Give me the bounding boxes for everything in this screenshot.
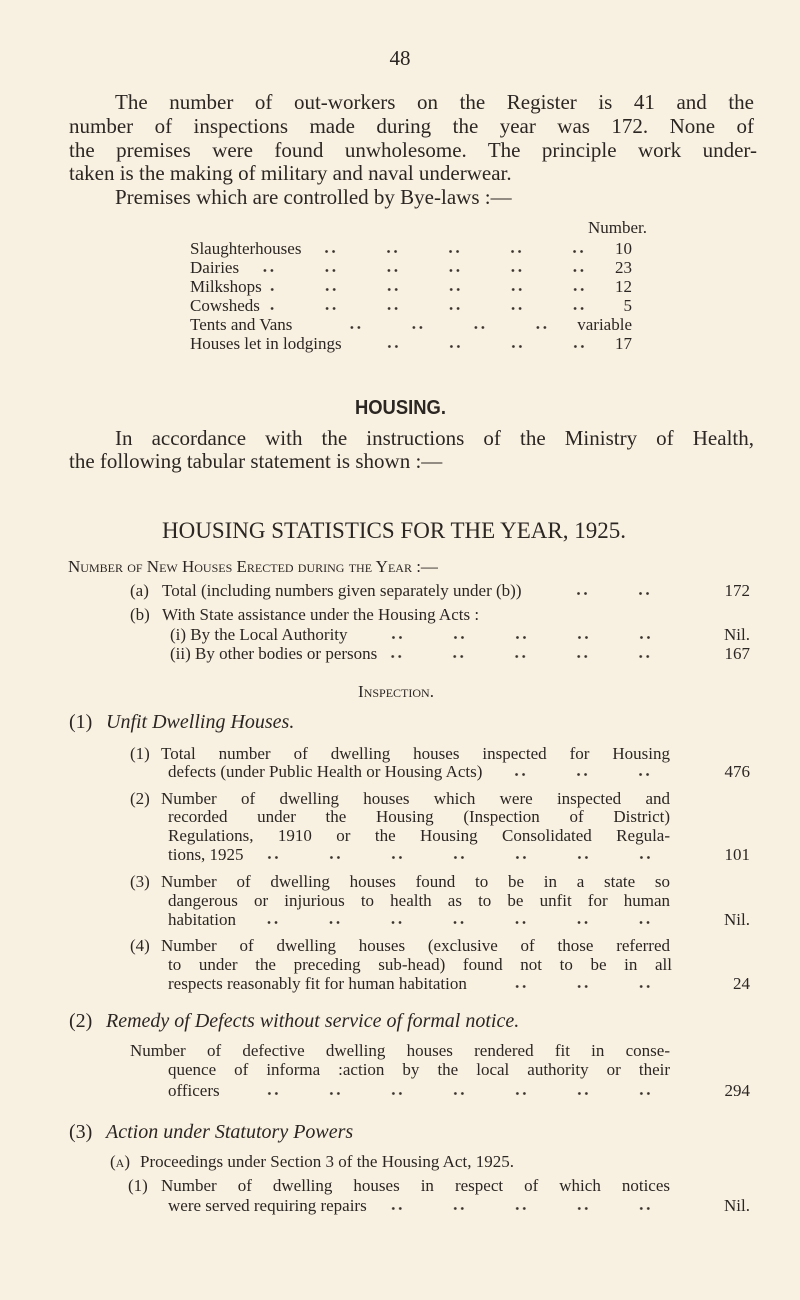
dot-leader [300, 325, 547, 330]
item-line: Regulations, 1910 or the Housing Consolidated Regula- [168, 827, 670, 845]
dot-leader [356, 635, 650, 640]
table-row [190, 335, 632, 352]
section-marker: (2) [69, 1010, 93, 1032]
table-row [190, 278, 632, 295]
row-value: variable [577, 315, 632, 334]
row-value: 5 [623, 296, 632, 315]
intro-line: The number of out-workers on the Register is 41 and the [115, 92, 754, 114]
intro-line: taken is the making of military and naval underwear. [69, 161, 512, 185]
item-text: With State assistance under the Housing Acts : [162, 605, 480, 624]
item-text: habitation [168, 910, 236, 929]
item-text: respects reasonably fit for human habitation [168, 974, 467, 993]
new-houses-other-bodies [170, 645, 750, 662]
section-title-unfit: Unfit Dwelling Houses. [106, 711, 295, 733]
item-value: 24 [733, 974, 750, 993]
item-value: 167 [724, 644, 750, 663]
column-header-number: Number. [588, 218, 648, 237]
new-houses-header: Number of New Houses Erected during the Year :— [68, 557, 438, 576]
row-value: 10 [615, 239, 632, 258]
remedy-line: quence of informa :action by the local authority or their [168, 1061, 670, 1079]
row-value: 17 [615, 334, 632, 353]
row-label: Dairies [190, 258, 240, 277]
row-value: 23 [615, 258, 632, 277]
section-marker: (1) [69, 711, 93, 733]
item-text: officers [168, 1081, 220, 1100]
row-label: Slaughterhouses [190, 239, 302, 258]
item-line: Number of dwelling houses in respect of which notices [161, 1177, 670, 1195]
remedy-line: Number of defective dwelling houses rendered fit in conse- [130, 1042, 670, 1060]
dot-leader [350, 344, 584, 349]
item-value: Nil. [724, 910, 750, 929]
item-marker: (2) [130, 789, 150, 808]
dot-leader [385, 654, 650, 659]
page-number: 48 [389, 46, 411, 70]
item-line: Number of dwelling houses (exclusive of those referred [161, 937, 670, 955]
item-line: to under the preceding sub-head) found not to be in all [168, 956, 672, 974]
remedy-last-line [168, 1082, 750, 1099]
item-value: Nil. [724, 625, 750, 644]
row-value: 12 [615, 277, 632, 296]
item-marker: (1) [128, 1176, 148, 1195]
item-marker: (b) [130, 605, 150, 624]
item-line: recorded under the Housing (Inspection of District) [168, 808, 670, 826]
statistics-title: HOUSING STATISTICS FOR THE YEAR, 1925. [162, 518, 626, 543]
item-text: Total (including numbers given separately under (b)) [162, 581, 522, 600]
intro-line: number of inspections made during the year was 172. None of [69, 116, 754, 138]
new-houses-state-assisted [130, 606, 750, 623]
row-label: Milkshops [190, 277, 262, 296]
item-marker: (1) [130, 744, 150, 763]
item-marker: (4) [130, 936, 150, 955]
item-value: Nil. [724, 1196, 750, 1215]
item-value: 294 [724, 1081, 750, 1100]
housing-intro-line: In accordance with the instructions of the Ministry of Health, [115, 428, 754, 450]
sub-marker: (a) [110, 1152, 130, 1171]
row-label: Tents and Vans [190, 315, 293, 334]
item-text: defects (under Public Health or Housing Acts) [168, 762, 483, 781]
dot-leader [270, 287, 584, 292]
dot-leader [490, 772, 650, 777]
item-marker: (3) [130, 872, 150, 891]
housing-intro-line: the following tabular statement is shown :— [69, 449, 443, 473]
inspection-heading: Inspection. [358, 682, 434, 701]
item-last-line [168, 1197, 750, 1214]
item-last-line [168, 911, 750, 928]
item-marker: (a) [130, 581, 149, 600]
new-houses-local-authority [170, 626, 750, 643]
item-value: 172 [724, 581, 750, 600]
dot-leader [475, 984, 650, 989]
section-title-remedy: Remedy of Defects without service of formal notice. [106, 1010, 520, 1032]
dot-leader [375, 1206, 650, 1211]
table-row [190, 259, 632, 276]
dot-leader [252, 855, 650, 860]
dot-leader [309, 249, 584, 254]
item-text: (i) By the Local Authority [170, 625, 348, 644]
item-last-line [168, 846, 750, 863]
item-last-line [168, 763, 750, 780]
item-line: Number of dwelling houses found to be in a state so [161, 873, 670, 891]
dot-leader [268, 306, 584, 311]
item-value: 476 [724, 762, 750, 781]
intro-line: the premises were found unwholesome. The principle work under- [69, 140, 757, 162]
item-text: were served requiring repairs [168, 1196, 367, 1215]
table-row [190, 240, 632, 257]
table-row [190, 316, 632, 333]
item-last-line [168, 975, 750, 992]
dot-leader [247, 268, 584, 273]
item-value: 101 [724, 845, 750, 864]
section-title-action: Action under Statutory Powers [106, 1121, 354, 1143]
item-text: (ii) By other bodies or persons [170, 644, 378, 663]
table-row [190, 297, 632, 314]
new-houses-total [130, 582, 750, 599]
dot-leader [244, 920, 650, 925]
premises-intro: Premises which are controlled by Bye-laws :— [115, 185, 512, 209]
section-marker: (3) [69, 1121, 93, 1143]
item-text: tions, 1925 [168, 845, 244, 864]
housing-heading: HOUSING. [354, 397, 446, 419]
row-label: Houses let in lodgings [190, 334, 342, 353]
item-line: Number of dwelling houses which were inspected and [161, 790, 670, 808]
item-line: dangerous or injurious to health as to be unfit for human [168, 892, 670, 910]
row-label: Cowsheds [190, 296, 260, 315]
dot-leader [529, 591, 650, 596]
sub-title: Proceedings under Section 3 of the Housing Act, 1925. [140, 1152, 514, 1171]
dot-leader [228, 1091, 650, 1096]
item-line: Total number of dwelling houses inspected for Housing [161, 745, 670, 763]
